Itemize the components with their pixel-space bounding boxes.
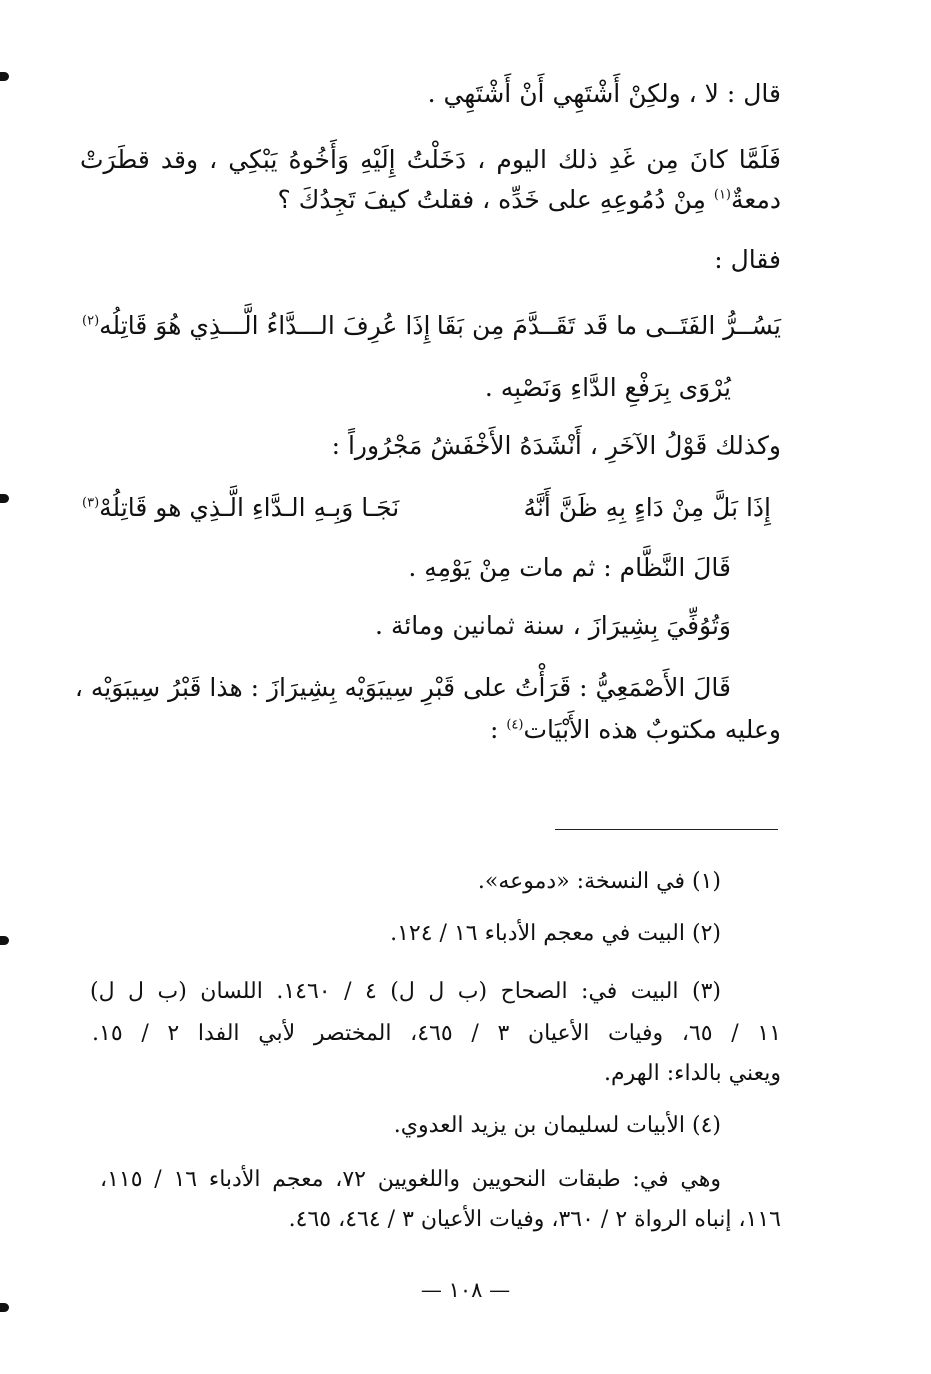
footnote-ref-4[interactable]: (٤) [506,717,524,733]
body-line-1: قال : لا ، ولكِنْ أَشْتَهِي أَنْ أَشْتَهِي . [427,79,781,108]
body-line-3 [278,180,781,220]
body-line-12-rest: : [489,715,507,744]
scan-edge-mark-1 [0,72,9,81]
footnote-4: (٤) الأبيات لسليمان بن يزيد العدوي. [393,1113,721,1138]
footnote-2: (٢) البيت في معجم الأدباء ١٦ / ١٢٤. [390,921,721,946]
footnote-ref-3[interactable]: (٣) [82,495,100,511]
footnote-3-line-3: ويعني بالداء: الهرم. [604,1061,781,1086]
footnote-ref-2[interactable]: (٢) [82,313,100,329]
body-line-6: يُرْوَى بِرَفْعِ الدَّاءِ وَنَصْبِه . [484,373,731,402]
body-line-3-text: دمعةٌ [731,185,781,214]
footnote-4-line-2: وهي في: طبقات النحويين واللغويين ٧٢، معجم الأدباء ١٦ / ١١٥، [100,1167,721,1192]
verse-2-second-hemistich [82,488,399,528]
footnote-4-line-3: ١١٦، إنباه الرواة ٢ / ٣٦٠، وفيات الأعيان ٣ / ٤٦٤، ٤٦٥. [288,1207,781,1232]
footnote-3-line-2: ١١ / ٦٥، وفيات الأعيان ٣ / ٤٦٥، المختصر لأبي الفدا ٢ / ١٥. [92,1021,782,1046]
footnote-3-line-1: (٣) البيت في: الصحاح (ب ل ل) ٤ / ١٤٦٠. اللسان (ب ل ل) [90,979,721,1004]
footnote-separator [555,829,778,830]
verse-2-second-text: نَجَـا وَبِـهِ الـدَّاءِ الَّـذِي هو قَاتِلُهْ [99,493,400,522]
body-line-9: قَالَ النَّظَّام : ثم مات مِنْ يَوْمِهِ . [408,553,731,582]
body-line-10: وَتُوُفِّيَ بِشِيرَازَ ، سنة ثمانين ومائة . [375,611,731,640]
body-line-12-text: وعليه مكتوبٌ هذه الأَبْيَات [523,715,781,744]
page-number: — ١٠٨ — [420,1278,511,1302]
body-line-2: فَلَمَّا كانَ مِن غَدِ ذلك اليوم ، دَخَلْتُ إِلَيْهِ وَأَخُوهُ يَبْكِي ، وقد قطَرَتْ [80,145,781,174]
footnote-ref-1[interactable]: (١) [713,187,731,203]
body-line-7: وكذلك قَوْلُ الآخَرِ ، أَنْشَدَهُ الأَخْفَشُ مَجْرُوراً : [331,431,781,460]
scan-edge-mark-4 [0,1303,9,1312]
verse-1-second-text: إِذَا عُرِفَ الـــدَّاءُ الَّـــذِي هُوَ قَاتِلُه [99,311,431,340]
body-line-3-rest: مِنْ دُمُوعِهِ على خَدِّه ، فقلتُ كيفَ تَجِدُكَ ؟ [277,185,714,214]
scan-edge-mark-3 [0,936,9,945]
body-line-12 [490,710,781,750]
verse-1-first-hemistich: يَسُــرُّ الفَتَــى ما قَد تَقَــدَّمَ مِن بَقَا [436,311,781,340]
scan-edge-mark-2 [0,494,9,503]
body-line-11: قَالَ الأَصْمَعِيُّ : قَرَأْتُ على قَبْرِ سِيبَوَيْه بِشِيرَازَ : هذا قَبْرُ سِيبَوَيْه ، [74,673,731,702]
verse-1-second-hemistich [82,306,430,346]
verse-2-first-hemistich: إِذَا بَلَّ مِنْ دَاءٍ بِهِ ظَنَّ أَنَّهُ [523,493,771,522]
footnote-1: (١) في النسخة: «دموعه». [477,869,721,894]
body-line-4: فقال : [714,245,781,274]
